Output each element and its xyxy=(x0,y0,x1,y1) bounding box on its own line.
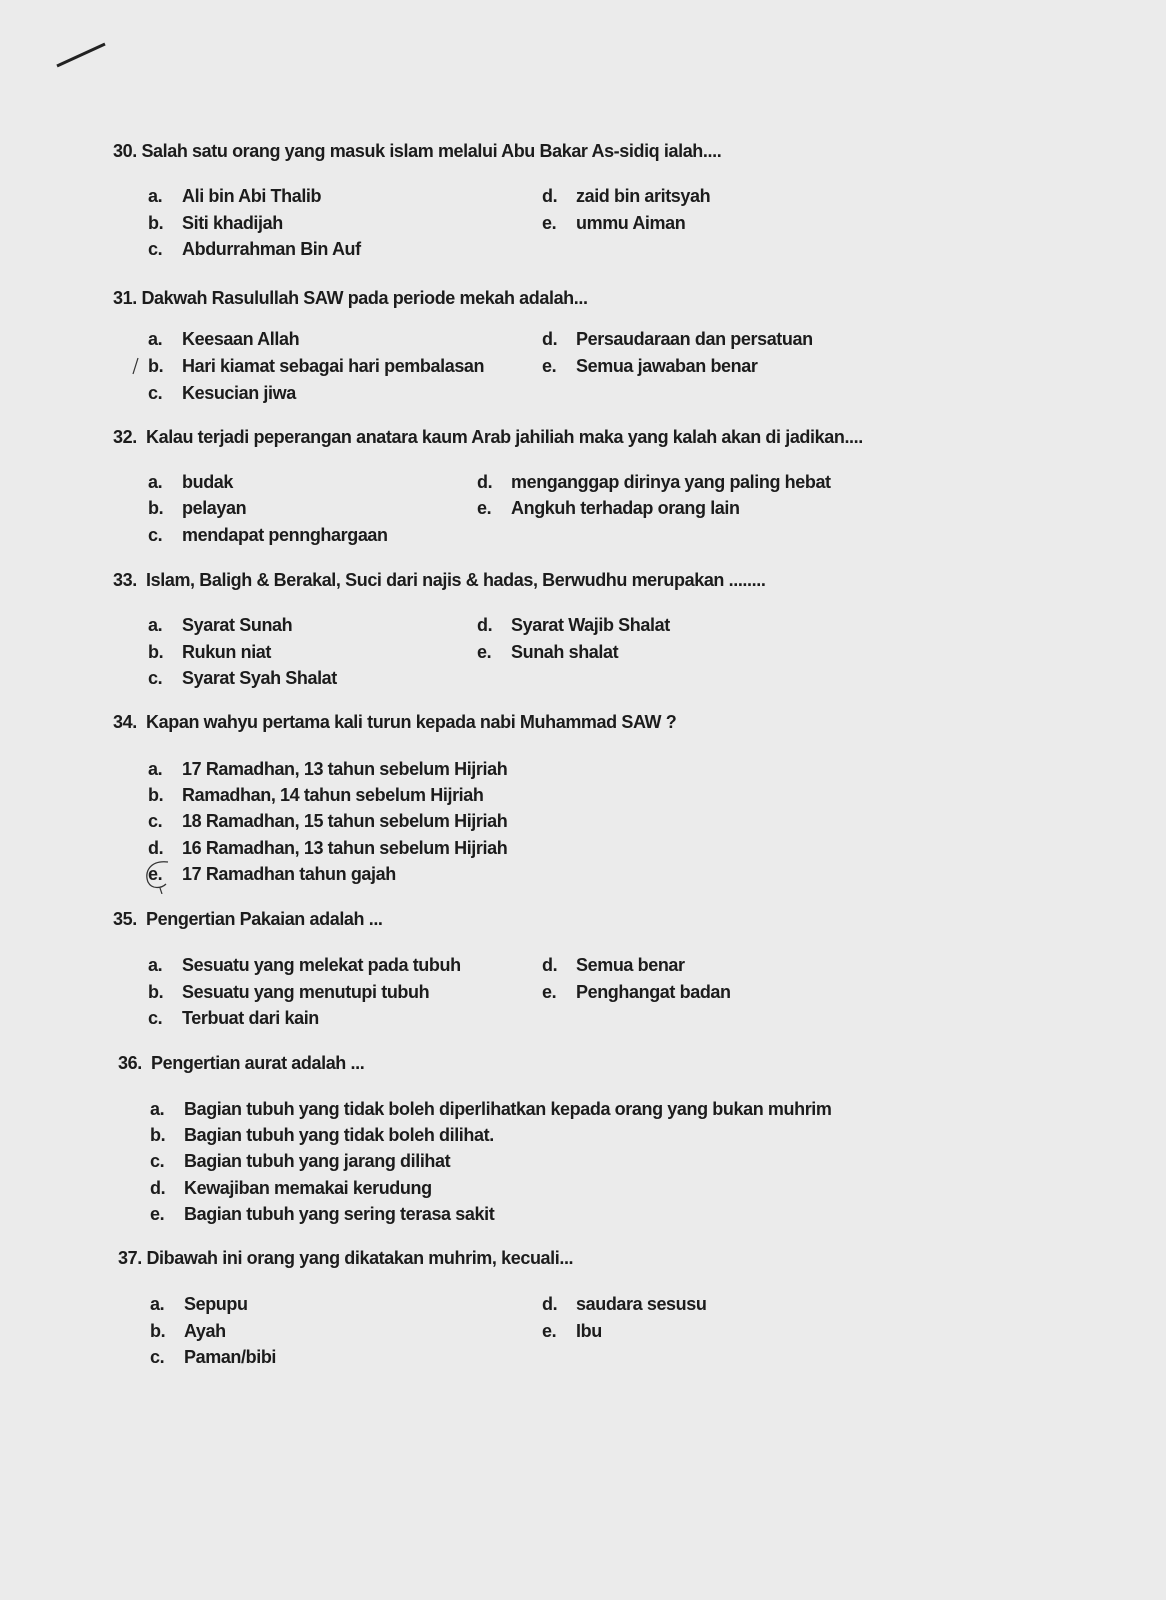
option-e: e. ummu Aiman xyxy=(542,213,686,233)
question-stem: 36. Pengertian aurat adalah ... xyxy=(118,1053,365,1073)
option-d: d. menganggap dirinya yang paling hebat xyxy=(477,472,831,492)
option-d: d. Semua benar xyxy=(542,955,685,975)
option-d: d. Kewajiban memakai kerudung xyxy=(150,1178,432,1198)
question-stem: 37. Dibawah ini orang yang dikatakan muhrim, kecuali... xyxy=(118,1248,574,1268)
option-e: e. Sunah shalat xyxy=(477,642,619,662)
option-d: d. Syarat Wajib Shalat xyxy=(477,615,670,635)
question-stem: 30. Salah satu orang yang masuk islam melalui Abu Bakar As-sidiq ialah.... xyxy=(113,141,722,161)
option-b: b. Sesuatu yang menutupi tubuh xyxy=(148,982,430,1002)
option-e: e. Bagian tubuh yang sering terasa sakit xyxy=(150,1204,495,1224)
option-b: b. Bagian tubuh yang tidak boleh dilihat. xyxy=(150,1125,494,1145)
option-e: e. Penghangat badan xyxy=(542,982,731,1002)
option-c: c. Kesucian jiwa xyxy=(148,383,296,403)
option-e: e. 17 Ramadhan tahun gajah xyxy=(148,864,396,884)
option-d: d. Persaudaraan dan persatuan xyxy=(542,329,813,349)
tick-mark xyxy=(130,356,140,376)
option-c: c. 18 Ramadhan, 15 tahun sebelum Hijriah xyxy=(148,811,508,831)
option-c: c. Paman/bibi xyxy=(150,1347,277,1367)
option-a: a. Syarat Sunah xyxy=(148,615,293,635)
option-a: a. Sepupu xyxy=(150,1294,248,1314)
option-e: e. Ibu xyxy=(542,1321,602,1341)
option-d: d. zaid bin aritsyah xyxy=(542,186,711,206)
option-b: b. Ramadhan, 14 tahun sebelum Hijriah xyxy=(148,785,484,805)
option-a: a. Sesuatu yang melekat pada tubuh xyxy=(148,955,461,975)
option-a: a. Keesaan Allah xyxy=(148,329,300,349)
option-b: b. Siti khadijah xyxy=(148,213,283,233)
option-e: e. Semua jawaban benar xyxy=(542,356,758,376)
question-stem: 33. Islam, Baligh & Berakal, Suci dari najis & hadas, Berwudhu merupakan ........ xyxy=(113,570,766,590)
option-b: b. pelayan xyxy=(148,498,247,518)
option-a: a. Ali bin Abi Thalib xyxy=(148,186,322,206)
question-stem: 31. Dakwah Rasulullah SAW pada periode mekah adalah... xyxy=(113,288,588,308)
pen-stroke-mark xyxy=(55,40,110,70)
option-c: c. Bagian tubuh yang jarang dilihat xyxy=(150,1151,451,1171)
option-c: c. Syarat Syah Shalat xyxy=(148,668,337,688)
question-stem: 34. Kapan wahyu pertama kali turun kepada nabi Muhammad SAW ? xyxy=(113,712,677,732)
option-c: c. Abdurrahman Bin Auf xyxy=(148,239,361,259)
question-stem: 32. Kalau terjadi peperangan anatara kaum Arab jahiliah maka yang kalah akan di jadikan.... xyxy=(113,427,863,447)
option-b: b. Ayah xyxy=(150,1321,226,1341)
option-a: a. budak xyxy=(148,472,234,492)
option-d: d. saudara sesusu xyxy=(542,1294,707,1314)
option-c: c. mendapat pennghargaan xyxy=(148,525,388,545)
option-b: b. Rukun niat xyxy=(148,642,271,662)
option-c: c. Terbuat dari kain xyxy=(148,1008,319,1028)
option-b: b. Hari kiamat sebagai hari pembalasan xyxy=(148,356,485,376)
option-e: e. Angkuh terhadap orang lain xyxy=(477,498,740,518)
option-a: a. Bagian tubuh yang tidak boleh diperlihatkan kepada orang yang bukan muhrim xyxy=(150,1099,832,1119)
option-d: d. 16 Ramadhan, 13 tahun sebelum Hijriah xyxy=(148,838,508,858)
question-stem: 35. Pengertian Pakaian adalah ... xyxy=(113,909,383,929)
option-a: a. 17 Ramadhan, 13 tahun sebelum Hijriah xyxy=(148,759,508,779)
